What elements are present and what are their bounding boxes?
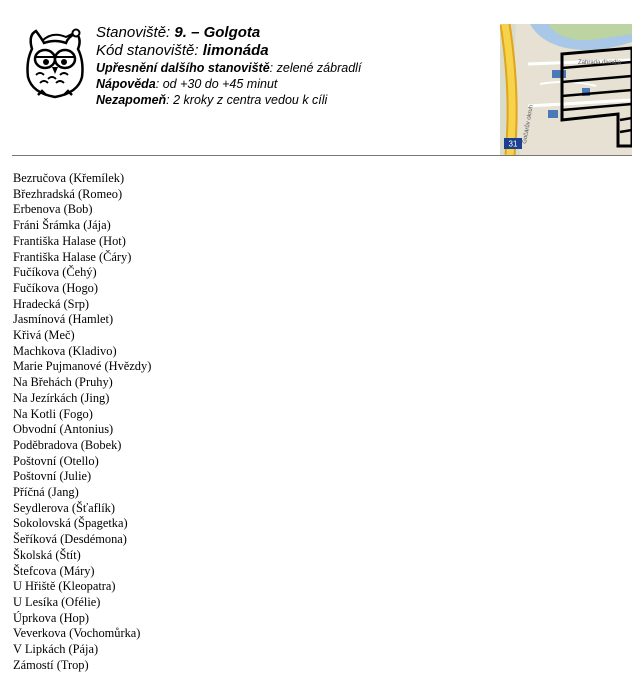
list-item: Františka Halase (Čáry) xyxy=(13,249,132,264)
remember-value: : 2 kroky z centra vedou k cíli xyxy=(166,93,328,107)
owl-logo-icon xyxy=(22,27,88,101)
list-item: Bezručova (Křemílek) xyxy=(13,171,125,185)
station-title xyxy=(96,24,361,42)
station-name: – Golgota xyxy=(191,24,261,41)
map-road-label: Gočárův okruh xyxy=(522,104,535,145)
next-station-value: : zelené zábradlí xyxy=(269,61,362,75)
hint-label: Nápověda xyxy=(96,77,156,91)
map-place-label: Zahrada divadla xyxy=(578,60,622,66)
station-code-line xyxy=(96,42,361,60)
remember-label: Nezapomeň xyxy=(96,93,167,107)
list-item: U Lesíka (Ofélie) xyxy=(13,594,101,609)
divider xyxy=(12,155,632,156)
station-number: 9. xyxy=(174,24,187,41)
location-map xyxy=(500,24,632,155)
list-item: Úprkova (Hop) xyxy=(13,610,90,625)
list-item: Veverkova (Vochomůrka) xyxy=(13,626,141,641)
list-item: Na Kotli (Fogo) xyxy=(13,406,93,421)
list-item: Poštovní (Otello) xyxy=(13,453,99,468)
list-item: Příčná (Jang) xyxy=(13,485,79,500)
list-item: Seydlerova (Šťaflík) xyxy=(13,500,115,515)
remember-line xyxy=(96,92,361,108)
list-item: Poděbradova (Bobek) xyxy=(13,437,122,452)
station-code-label: Kód stanoviště: xyxy=(96,42,199,59)
list-item: Fráni Šrámka (Jája) xyxy=(13,218,111,233)
list-item: Poštovní (Julie) xyxy=(13,469,92,484)
list-item: Jasmínová (Hamlet) xyxy=(13,312,114,327)
list-item: U Hřiště (Kleopatra) xyxy=(13,579,116,594)
list-item: Zámostí (Trop) xyxy=(13,657,89,672)
hint-value: : od +30 do +45 minut xyxy=(155,77,278,91)
list-item: Erbenova (Bob) xyxy=(13,202,93,217)
next-station-line xyxy=(96,60,361,76)
list-item: Františka Halase (Hot) xyxy=(13,233,126,248)
street-list xyxy=(13,171,151,674)
list-item: Školská (Štít) xyxy=(13,547,81,562)
next-station-label: Upřesnění dalšího stanoviště xyxy=(96,61,270,75)
list-item: Březhradská (Romeo) xyxy=(13,186,123,201)
station-label: Stanoviště: xyxy=(96,24,171,41)
list-item: Hradecká (Srp) xyxy=(13,296,90,311)
list-item: Machkova (Kladivo) xyxy=(13,343,117,358)
list-item: Na Jezírkách (Jing) xyxy=(13,390,110,405)
list-item: Obvodní (Antonius) xyxy=(13,422,114,437)
list-item: V Lipkách (Pája) xyxy=(13,642,99,657)
list-item: Marie Pujmanové (Hvězdy) xyxy=(13,359,152,374)
list-item: Štefcova (Máry) xyxy=(13,563,95,578)
station-info xyxy=(96,24,361,108)
list-item: Fučíkova (Hogo) xyxy=(13,280,98,295)
list-item: Šeříková (Desdémona) xyxy=(13,532,127,547)
list-item: Fučíkova (Čehý) xyxy=(13,265,97,280)
station-code: limonáda xyxy=(202,42,269,59)
hint-line xyxy=(96,76,361,92)
list-item: Na Břehách (Pruhy) xyxy=(13,375,113,390)
station-header xyxy=(0,0,643,158)
list-item: Sokolovská (Špagetka) xyxy=(13,516,128,531)
map-route-number: 31 xyxy=(508,139,518,149)
list-item: Křivá (Meč) xyxy=(13,328,75,343)
